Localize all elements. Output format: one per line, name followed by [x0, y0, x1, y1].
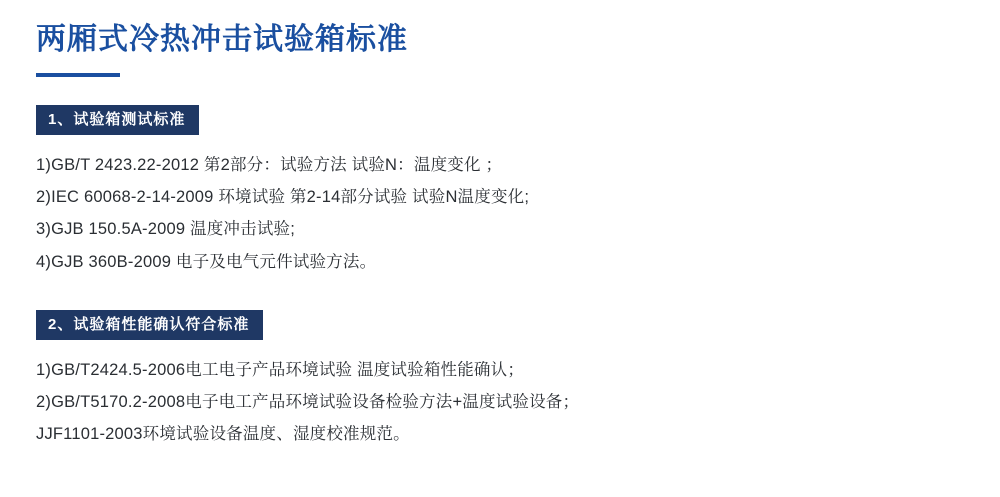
standard-line: 3)GJB 150.5A-2009 温度冲击试验; [36, 220, 296, 239]
title-block [36, 0, 964, 77]
section-performance-standards [36, 310, 964, 451]
standard-line: 2)GB/T5170.2-2008电子电工产品环境试验设备检验方法+温度试验设备； [36, 392, 580, 411]
page-title: 两厢式冷热冲击试验箱标准 [36, 23, 408, 56]
section-heading-2: 2、试验箱性能确认符合标准 [36, 310, 263, 340]
standard-line: 2)IEC 60068-2-14-2009 环境试验 第2-14部分试验 试验N温度变化; [36, 188, 530, 207]
title-underline [36, 73, 120, 77]
standard-line: 1)GB/T 2423.22-2012 第2部分：试验方法 试验N：温度变化 ； [36, 156, 503, 174]
standard-line: 4)GJB 360B-2009 电子及电气元件试验方法。 [36, 252, 377, 271]
section-testing-standards [36, 105, 964, 278]
section-heading-1: 1、试验箱测试标准 [36, 105, 199, 135]
section-body-2 [36, 354, 964, 451]
standard-line: JJF1101-2003环境试验设备温度、湿度校准规范。 [36, 425, 410, 444]
section-body-1 [36, 149, 964, 278]
standard-line: 1)GB/T2424.5-2006电工电子产品环境试验 温度试验箱性能确认； [36, 360, 525, 379]
